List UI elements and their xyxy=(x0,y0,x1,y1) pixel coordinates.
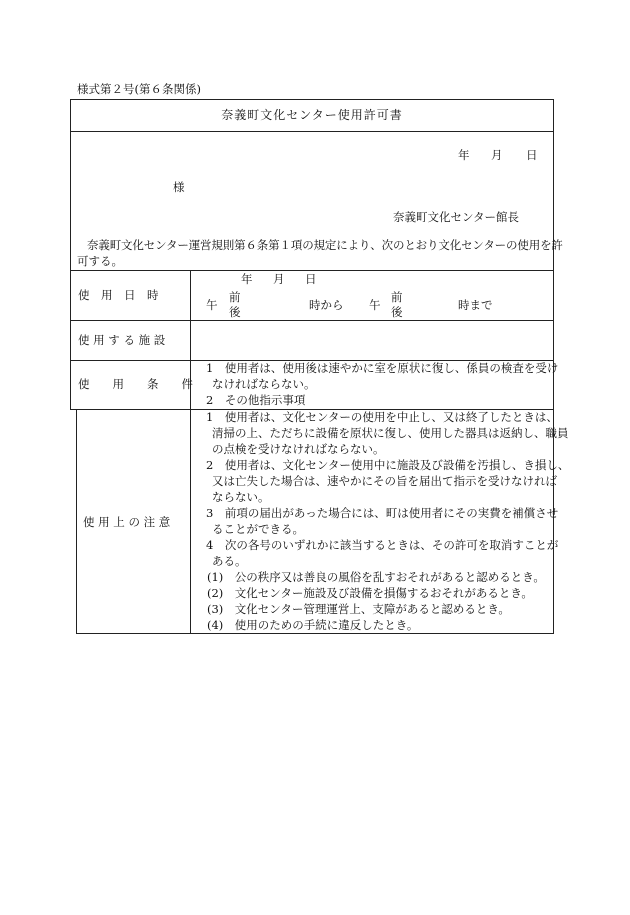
issuer-name: 奈義町文化センター館長 xyxy=(393,210,520,224)
usage-month: 月 xyxy=(273,272,285,286)
usage-day: 日 xyxy=(305,272,317,286)
note-line: ならない。 xyxy=(212,490,270,504)
condition-line: なければならない。 xyxy=(212,377,316,391)
title-row-divider xyxy=(70,131,554,132)
table-left-border-lower xyxy=(76,409,77,634)
end-noon-mark: 午 xyxy=(369,298,381,312)
note-subitem: (1) 公の秩序又は善良の風俗を乱すおそれがあると認めるとき。 xyxy=(207,570,545,584)
table-top-border xyxy=(70,99,554,100)
start-time-suffix: 時から xyxy=(309,298,344,312)
permission-statement-line1: 奈義町文化センター運営規則第６条第１項の規定により、次のとおり文化センターの使用を許 xyxy=(87,238,563,252)
note-line: 清掃の上、ただちに設備を原状に復し、使用した器具は返納し、職員 xyxy=(212,426,569,440)
note-line: 1 使用者は、文化センターの使用を中止し、又は終了したときは、 xyxy=(206,410,558,424)
start-am-option: 前 xyxy=(229,290,241,304)
condition-line: 2 その他指示事項 xyxy=(206,393,306,407)
statement-divider xyxy=(70,270,554,271)
addressee-suffix: 様 xyxy=(173,180,185,194)
notes-label: 使 用 上 の 注 意 xyxy=(83,515,171,529)
end-am-option: 前 xyxy=(391,290,403,304)
datetime-row-divider xyxy=(70,320,554,321)
end-pm-option: 後 xyxy=(391,305,403,319)
note-line: 2 使用者は、文化センター使用中に施設及び設備を汚損し、き損し、 xyxy=(206,458,570,472)
note-line: 又は亡失した場合は、速やかにその旨を届出て指示を受けなければ xyxy=(212,474,557,488)
table-bottom-border xyxy=(76,633,554,634)
form-number-label: 様式第２号(第６条関係) xyxy=(77,82,201,96)
date-day: 日 xyxy=(526,148,538,162)
label-column-divider xyxy=(190,270,191,634)
end-time-suffix: 時まで xyxy=(458,298,493,312)
note-subitem: (4) 使用のための手続に違反したとき。 xyxy=(207,618,419,632)
facility-label: 使 用 す る 施 設 xyxy=(78,333,166,347)
usage-year: 年 xyxy=(241,272,253,286)
conditions-label: 使 用 条 件 xyxy=(78,377,193,391)
usage-datetime-label: 使 用 日 時 xyxy=(78,288,159,302)
date-year: 年 xyxy=(458,148,470,162)
note-line: ある。 xyxy=(212,554,247,568)
start-noon-mark: 午 xyxy=(206,298,218,312)
note-line: の点検を受けなければならない。 xyxy=(212,442,385,456)
start-pm-option: 後 xyxy=(229,305,241,319)
note-subitem: (3) 文化センター管理運営上、支障があると認めるとき。 xyxy=(207,602,510,616)
note-line: 3 前項の届出があった場合には、町は使用者にその実費を補償させ xyxy=(206,506,559,520)
note-subitem: (2) 文化センター施設及び設備を損傷するおそれがあるとき。 xyxy=(207,586,533,600)
date-month: 月 xyxy=(491,148,503,162)
table-left-border-upper xyxy=(70,99,71,410)
document-title: 奈義町文化センター使用許可書 xyxy=(221,108,403,122)
condition-line: 1 使用者は、使用後は速やかに室を原状に復し、係員の検査を受け xyxy=(206,361,559,375)
note-line: 4 次の各号のいずれかに該当するときは、その許可を取消すことが xyxy=(206,538,559,552)
note-line: ることができる。 xyxy=(212,522,304,536)
permission-statement-line2: 可する。 xyxy=(77,254,123,268)
